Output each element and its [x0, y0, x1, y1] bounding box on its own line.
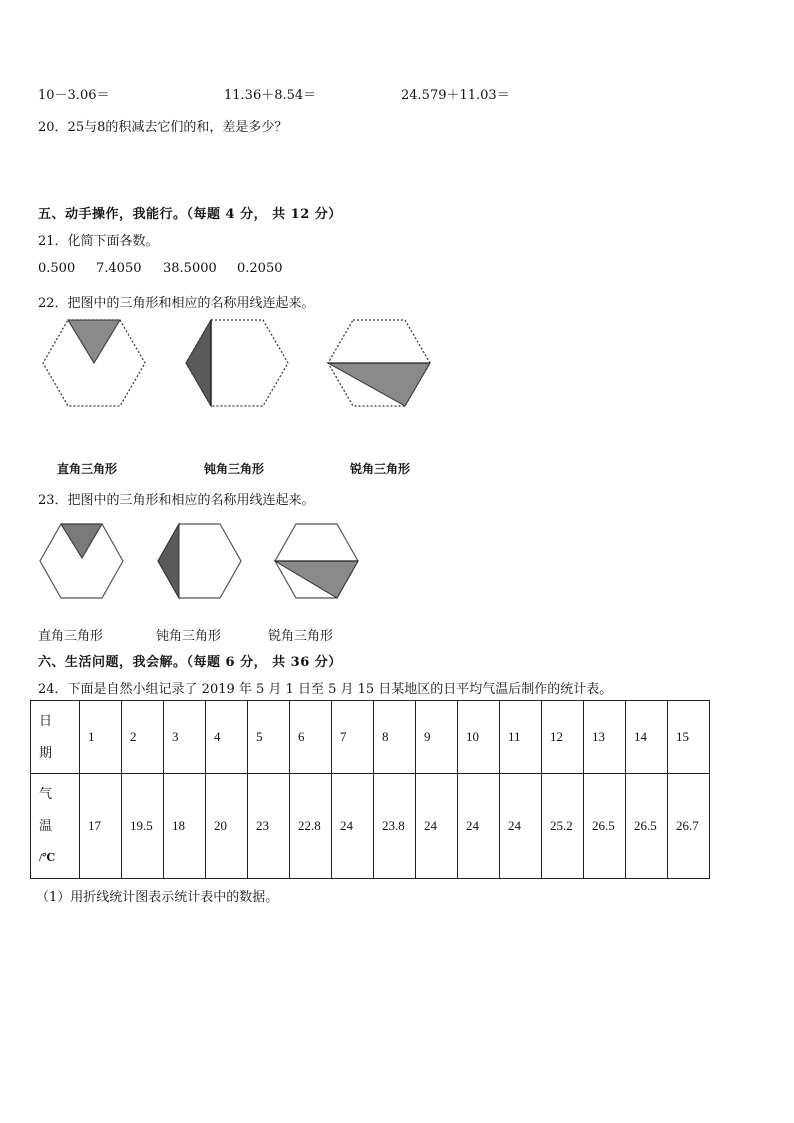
day-cell: 9	[416, 701, 458, 774]
q22-label-right: 直角三角形	[57, 462, 118, 476]
row-header-date	[31, 701, 80, 774]
q23-label-obtuse: 钝角三角形	[156, 629, 222, 644]
section-5-title: 五、动手操作，我能行。（每题 4 分， 共 12 分）	[38, 207, 342, 222]
q23-hexagon-obtuse-triangle	[157, 523, 245, 599]
temp-cell: 24	[458, 774, 500, 879]
header-char: 气	[39, 786, 53, 801]
q21-number-2: 7.4050	[96, 261, 142, 276]
temp-cell: 26.5	[626, 774, 668, 879]
q22-hexagon-right-triangle	[40, 318, 150, 410]
temperature-table	[30, 700, 710, 879]
q21-number-4: 0.2050	[237, 261, 283, 276]
day-cell: 11	[500, 701, 542, 774]
temp-cell: 23.8	[374, 774, 416, 879]
temp-cell: 24	[500, 774, 542, 879]
table-row-temps	[31, 774, 710, 879]
day-cell: 12	[542, 701, 584, 774]
q23-hexagon-right-triangle	[39, 523, 127, 599]
temp-cell: 26.7	[668, 774, 710, 879]
row-header-temperature	[31, 774, 80, 879]
header-char: 日	[39, 713, 53, 728]
q23-label-right: 直角三角形	[38, 629, 104, 644]
day-cell: 13	[584, 701, 626, 774]
temp-cell: 19.5	[122, 774, 164, 879]
arith-2: 11.36＋8.54＝	[224, 88, 317, 103]
header-unit: /℃	[39, 852, 56, 864]
day-cell: 3	[164, 701, 206, 774]
question-21: 21．化简下面各数。	[38, 234, 159, 249]
section-6-title: 六、生活问题，我会解。（每题 6 分， 共 36 分）	[38, 655, 342, 670]
day-cell: 10	[458, 701, 500, 774]
temp-cell: 20	[206, 774, 248, 879]
day-cell: 2	[122, 701, 164, 774]
day-cell: 4	[206, 701, 248, 774]
question-24-part-1: （1）用折线统计图表示统计表中的数据。	[36, 890, 279, 905]
temp-cell: 18	[164, 774, 206, 879]
table-row-days	[31, 701, 710, 774]
q22-hexagon-acute-triangle	[325, 318, 435, 410]
question-22: 22．把图中的三角形和相应的名称用线连起来。	[38, 296, 315, 311]
q21-number-3: 38.5000	[163, 261, 217, 276]
temp-cell: 17	[80, 774, 122, 879]
temp-cell: 22.8	[290, 774, 332, 879]
day-cell: 15	[668, 701, 710, 774]
q22-hexagon-obtuse-triangle	[183, 318, 293, 410]
header-char: 温	[39, 818, 53, 833]
q23-hexagon-acute-triangle	[274, 523, 362, 599]
temp-cell: 26.5	[584, 774, 626, 879]
q22-label-obtuse: 钝角三角形	[204, 462, 265, 476]
q23-label-acute: 锐角三角形	[268, 629, 334, 644]
day-cell: 14	[626, 701, 668, 774]
day-cell: 5	[248, 701, 290, 774]
day-cell: 6	[290, 701, 332, 774]
q21-number-1: 0.500	[38, 261, 76, 276]
temp-cell: 23	[248, 774, 290, 879]
temp-cell: 24	[332, 774, 374, 879]
arith-3: 24.579＋11.03＝	[401, 88, 510, 103]
day-cell: 7	[332, 701, 374, 774]
arith-1: 10－3.06＝	[38, 88, 110, 103]
day-cell: 8	[374, 701, 416, 774]
question-24: 24．下面是自然小组记录了 2019 年 5 月 1 日至 5 月 15 日某地区的日平均气温后制作的统计表。	[38, 682, 613, 697]
day-cell: 1	[80, 701, 122, 774]
question-23: 23．把图中的三角形和相应的名称用线连起来。	[38, 493, 315, 508]
header-char: 期	[39, 745, 53, 760]
q22-label-acute: 锐角三角形	[350, 462, 411, 476]
question-20: 20．25与8的积减去它们的和，差是多少？	[38, 120, 288, 135]
temp-cell: 25.2	[542, 774, 584, 879]
temp-cell: 24	[416, 774, 458, 879]
